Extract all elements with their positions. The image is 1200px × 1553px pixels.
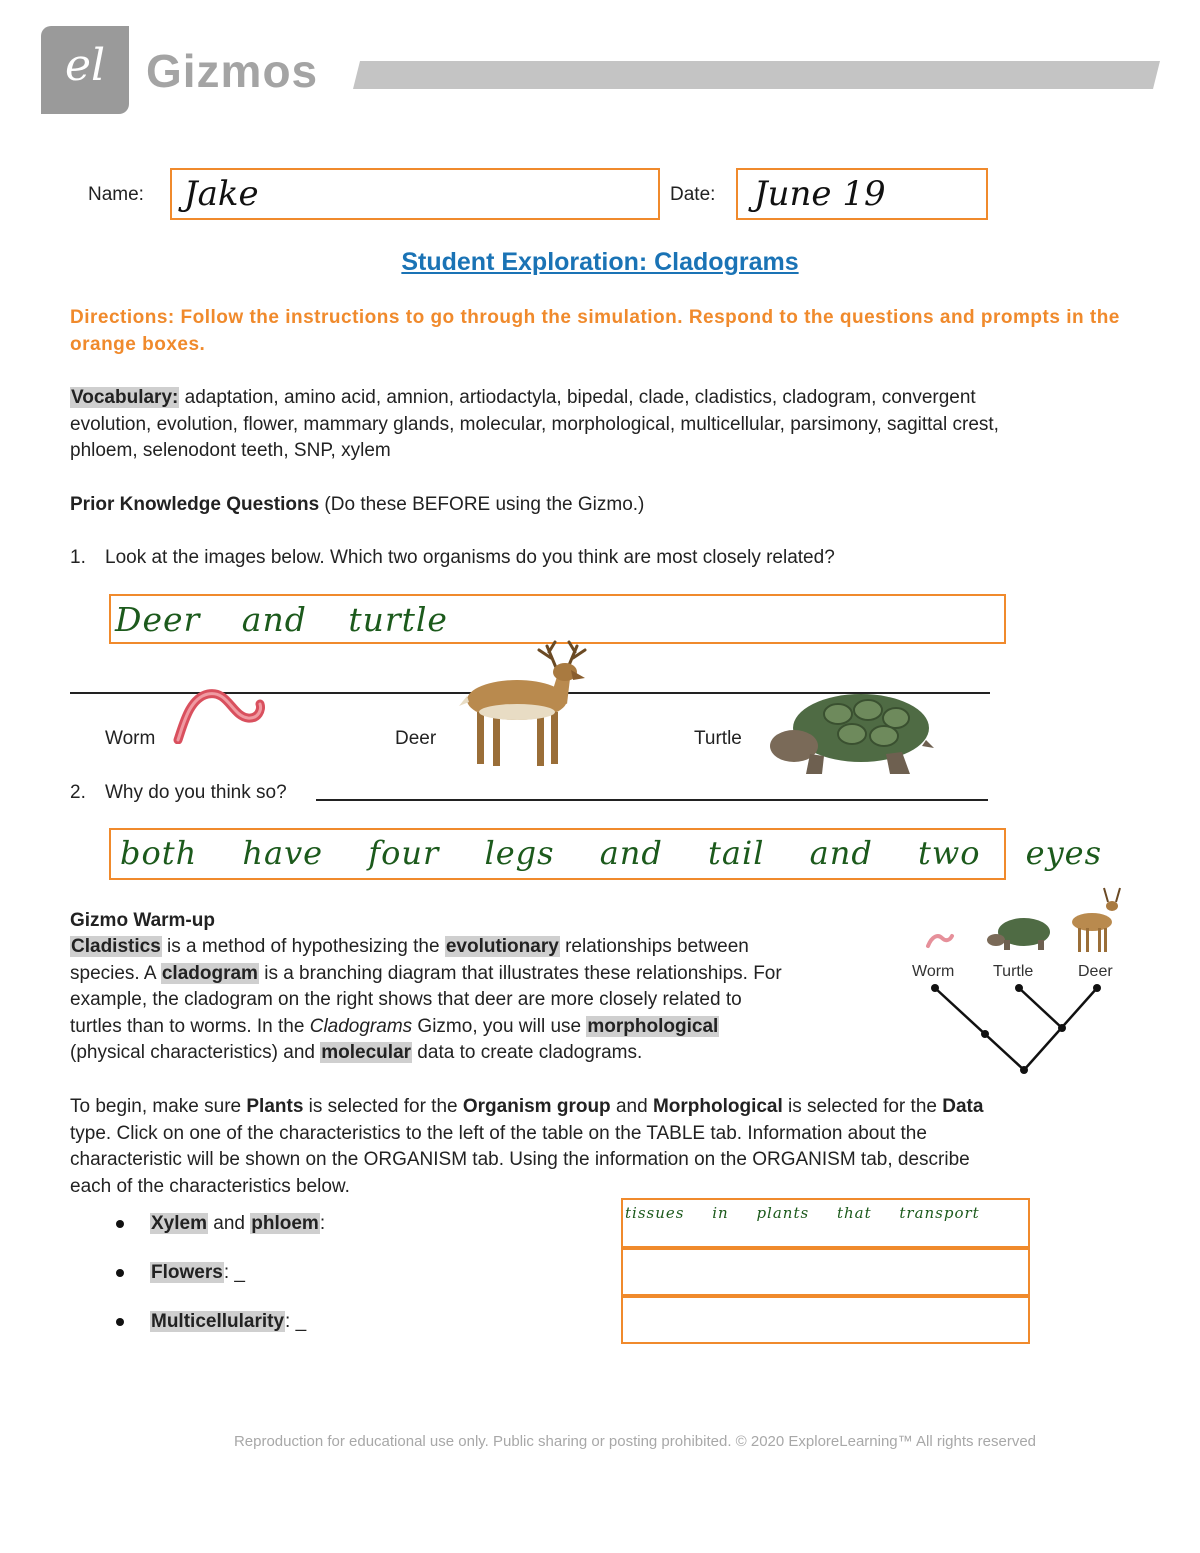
vocabulary: [70, 385, 1150, 465]
begin-line-2: type. Click on one of the characteristics to the left of the table on the TABLE tab. Information about the: [70, 1122, 927, 1144]
warmup-heading: Gizmo Warm-up: [70, 910, 215, 931]
date-label: Date:: [670, 184, 716, 205]
term-phloem: phloem: [251, 1213, 319, 1234]
answer-flowers-box[interactable]: [621, 1246, 1030, 1298]
header-bar: [353, 61, 1160, 89]
characteristic-and: and: [207, 1213, 251, 1234]
begin-text-4: is selected for the: [782, 1096, 943, 1117]
brand-name: Gizmos: [146, 45, 319, 97]
answer-multicellularity-box[interactable]: [621, 1294, 1030, 1344]
vocabulary-line2: evolution, evolution, flower, mammary glands, molecular, morphological, multicellular, parsimony, sagittal crest,: [70, 413, 999, 435]
begin-organism-group: Organism group: [462, 1096, 611, 1117]
begin-text-1: To begin, make sure: [70, 1096, 247, 1117]
bullet-3: [116, 1318, 124, 1326]
cladogram-label-deer: Deer: [1078, 963, 1113, 980]
cladogram-deer-icon: [1072, 888, 1120, 952]
answer-xylem-box[interactable]: [621, 1198, 1030, 1250]
directions: Directions: Follow the instructions to go through the simulation. Respond to the questions and prompts in the orange boxes.: [70, 307, 1120, 355]
organism-label-deer: Deer: [395, 728, 437, 749]
term-evolutionary: evolutionary: [445, 936, 559, 957]
worm-image: [170, 684, 270, 744]
organism-label-turtle: Turtle: [694, 728, 742, 749]
cladogram-label-worm: Worm: [912, 963, 955, 980]
answer-1-text: Deer and turtle: [115, 600, 448, 639]
date-value: June 19: [754, 174, 886, 214]
term-morphological: morphological: [587, 1015, 719, 1037]
term-xylem: Xylem: [151, 1213, 207, 1234]
warmup-text-7: Gizmo, you will use: [412, 1015, 587, 1037]
term-flowers: Flowers: [151, 1262, 223, 1283]
name-value: Jake: [184, 174, 259, 214]
multicellularity-tail: : _: [285, 1311, 307, 1332]
cladogram-diagram: [900, 882, 1140, 1082]
flowers-tail: : _: [223, 1262, 245, 1283]
answer-2-text: both have four legs and tail and two eyes: [120, 834, 1103, 872]
date-field[interactable]: [736, 168, 988, 220]
cladogram-branches: [935, 988, 1097, 1070]
prior-knowledge-heading: [70, 492, 644, 519]
term-multicellularity: Multicellularity: [151, 1311, 285, 1332]
warmup-text-3: species. A: [70, 962, 161, 984]
term-cladogram: cladogram: [161, 962, 258, 984]
question-1: Look at the images below. Which two organisms do you think are most closely related?: [105, 547, 835, 568]
question-2-number: 2.: [70, 782, 86, 803]
gizmo-name-italic: Cladograms: [309, 1015, 413, 1037]
begin-line-3: characteristic will be shown on the ORGANISM tab. Using the information on the ORGANISM tab, describe: [70, 1149, 970, 1170]
begin-morphological: Morphological: [652, 1096, 783, 1117]
bullet-2: [116, 1269, 124, 1277]
answer-1-box[interactable]: [109, 594, 1006, 644]
vocabulary-line3: phloem, selenodont teeth, SNP, xylem: [70, 440, 391, 461]
begin-text-2: is selected for the: [303, 1096, 463, 1117]
warmup-text-5: example, the cladogram on the right shows that deer are more closely related to: [70, 989, 742, 1010]
warmup-paragraph: [70, 934, 900, 1067]
warmup-text-2: relationships between: [559, 936, 749, 957]
name-field[interactable]: [170, 168, 660, 220]
cladogram-turtle-icon: [987, 918, 1050, 950]
name-label: Name:: [88, 184, 144, 205]
deer-image: [455, 640, 595, 772]
cladogram-label-turtle: Turtle: [993, 963, 1034, 980]
logo: [41, 26, 129, 114]
question-1-number: 1.: [70, 547, 86, 568]
characteristic-flowers: [150, 1260, 245, 1287]
begin-line-4: each of the characteristics below.: [70, 1175, 350, 1197]
characteristic-multicellularity: [150, 1309, 306, 1336]
instructions-paragraph: [70, 1094, 1150, 1200]
begin-plants: Plants: [246, 1096, 304, 1117]
begin-data: Data: [942, 1096, 984, 1117]
vocabulary-label: Vocabulary:: [71, 387, 179, 408]
prior-note: (Do these BEFORE using the Gizmo.): [319, 494, 645, 515]
characteristic-colon: :: [319, 1213, 326, 1234]
answer-xylem-text: tissues in plants that transport: [625, 1204, 980, 1222]
cladogram-worm-icon: [928, 936, 952, 946]
turtle-image: [766, 688, 936, 778]
warmup-text-8: (physical characteristics) and: [70, 1042, 321, 1063]
logo-mark: el: [64, 40, 106, 91]
question-2: Why do you think so?: [105, 782, 287, 803]
page-title: Student Exploration: Cladograms: [401, 248, 799, 276]
term-cladistics: Cladistics: [71, 936, 161, 957]
cladogram-nodes: [931, 984, 1101, 1074]
footer-notice: Reproduction for educational use only. Public sharing or posting prohibited. © 2020 ExploreLearning™ All rights reserved: [233, 1433, 1037, 1450]
term-molecular: molecular: [321, 1042, 412, 1063]
begin-text-3: and: [610, 1096, 653, 1117]
prior-heading-text: Prior Knowledge Questions: [70, 494, 320, 515]
bullet-1: [116, 1220, 124, 1228]
characteristic-xylem-phloem: [150, 1211, 325, 1238]
warmup-text-4: is a branching diagram that illustrates these relationships. For: [258, 962, 782, 984]
warmup-text-1: is a method of hypothesizing the: [161, 936, 445, 957]
question-2-underline: [316, 799, 988, 801]
warmup-text-9: data to create cladograms.: [412, 1042, 643, 1063]
vocabulary-line1: adaptation, amino acid, amnion, artiodactyla, bipedal, clade, cladistics, cladogram, convergent: [179, 387, 976, 408]
warmup-text-6: turtles than to worms. In the: [70, 1015, 310, 1037]
organism-label-worm: Worm: [105, 728, 156, 749]
